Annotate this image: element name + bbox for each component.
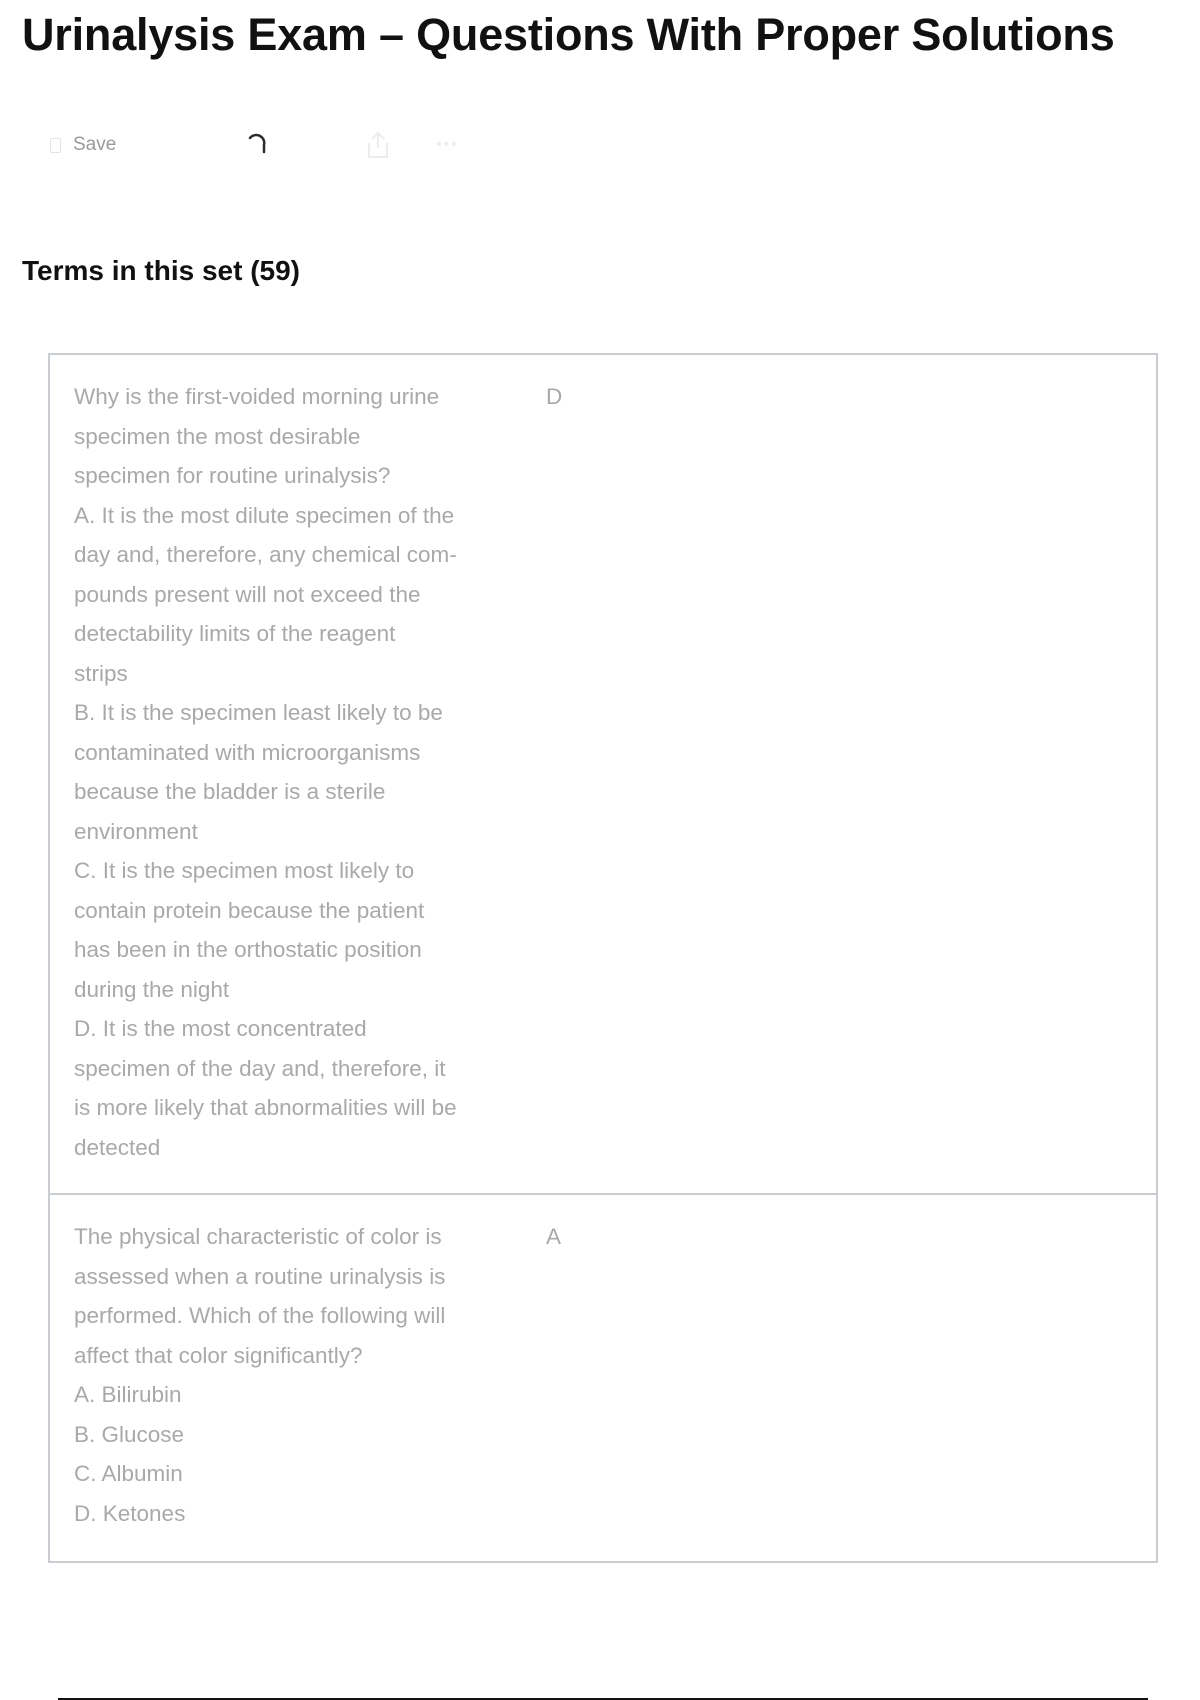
definition-text: D <box>546 384 563 409</box>
toolbar <box>50 128 490 162</box>
save-label: Save <box>73 134 117 155</box>
save-button[interactable] <box>50 128 116 162</box>
bookmark-icon <box>50 138 61 153</box>
spinner-icon[interactable] <box>244 132 270 158</box>
more-icon[interactable]: ••• <box>436 136 459 153</box>
definition-text: A <box>546 1224 562 1249</box>
terms-heading: Terms in this set (59) <box>22 255 301 286</box>
term-text: Why is the first-voided morning urine specimen the most desirable specimen for routine urinalysis? A. It is the most dilute specimen of the day and, therefore, any chemical com- pounds present will not exceed the detectability limits of the reagent strips B. It is the specimen least likely to be contaminated with microorganisms because the bladder is a sterile environment C. It is the specimen most likely to contain protein because the patient has been in the orthostatic position during the night D. It is the most concentrated specimen of the day and, therefore, it is more likely that abnormalities will be detected <box>74 384 457 1160</box>
term-text: The physical characteristic of color is assessed when a routine urinalysis is performed. Which of the following will affect that color significantly? A. Bilirubin B. Glucose C. Albumin D. Ketones <box>74 1224 446 1526</box>
share-icon[interactable] <box>364 130 392 160</box>
term-card <box>48 353 1158 1195</box>
term-card <box>48 1193 1158 1563</box>
page-title: Urinalysis Exam – Questions With Proper Solutions <box>22 9 1115 60</box>
